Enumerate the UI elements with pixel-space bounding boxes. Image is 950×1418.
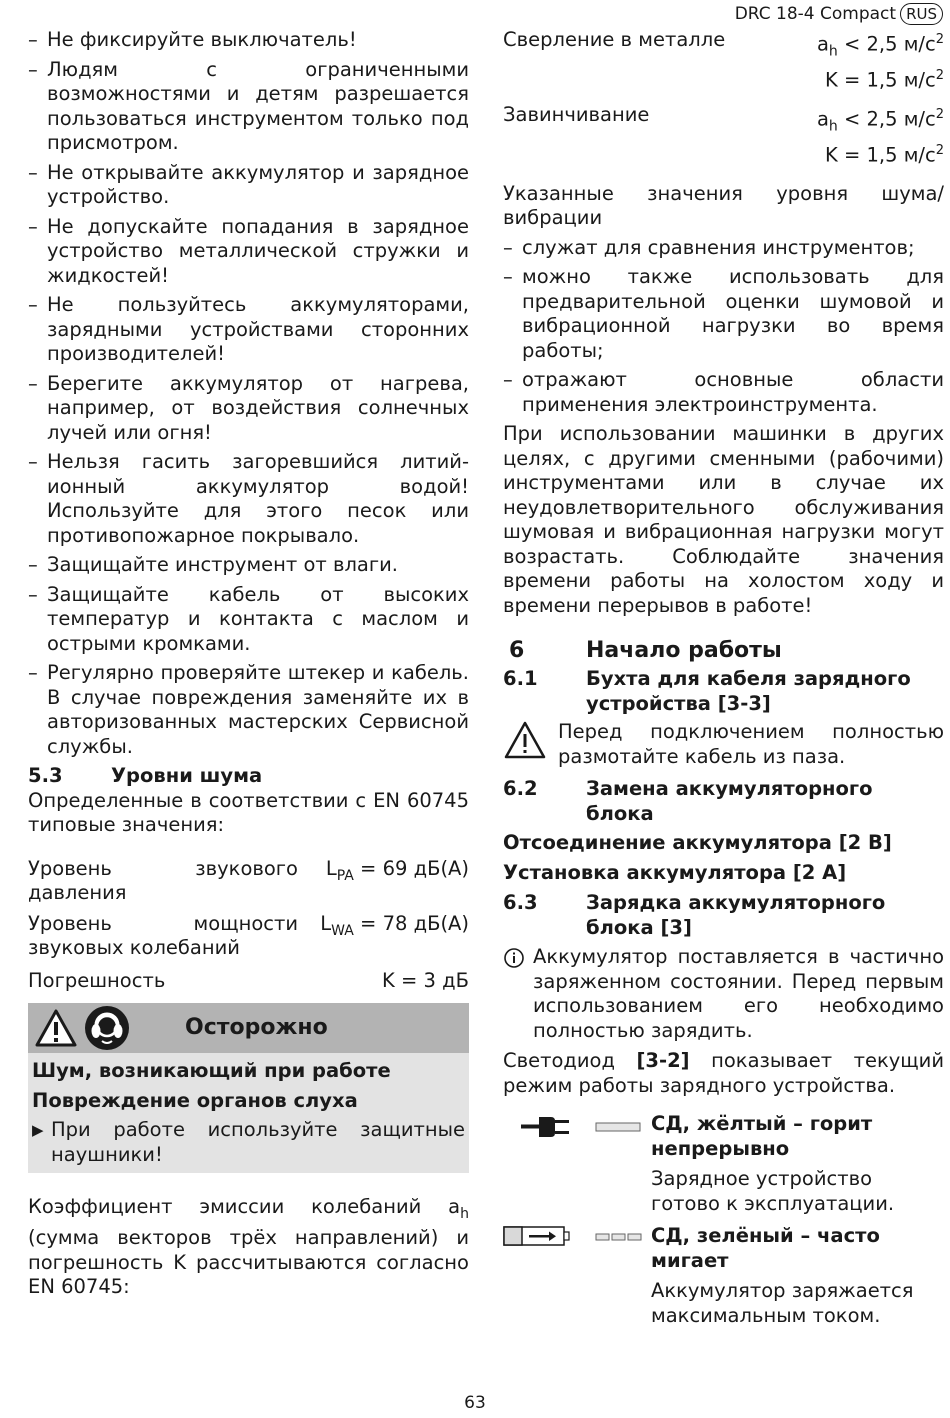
list-item: – Не пользуйтесь аккумуляторами, зарядными устройствами сторонних производителей!	[28, 293, 469, 367]
list-item: – Не допускайте попадания в зарядное устройство металлической стружки и жидкостей!	[28, 215, 469, 289]
detach-battery-heading: Отсоединение аккумулятора [2 B]	[503, 831, 892, 855]
led-description: Зарядное устройство готово к эксплуатации.	[651, 1167, 895, 1215]
tolerance-row	[28, 969, 469, 994]
led-title: СД, жёлтый – горит непрерывно	[651, 1112, 873, 1160]
list-item: – Защищайте инструмент от влаги.	[28, 553, 469, 578]
info-icon	[503, 947, 525, 969]
page-number: 63	[464, 1393, 486, 1413]
info-text: Аккумулятор поставляется в частично заряженном состоянии. Перед первым использованием его необходимо полностью зарядить.	[533, 945, 944, 1042]
list-item: – Регулярно проверяйте штекер и кабель. В случае повреждения заменяйте их в авторизованных мастерских Сервисной службы.	[28, 661, 469, 759]
list-item: – Берегите аккумулятор от нагрева, например, от воздействия солнечных лучей или огня!	[28, 372, 469, 446]
attach-battery-heading: Установка аккумулятора [2 A]	[503, 860, 847, 884]
warning-header	[28, 1003, 469, 1053]
emission-text-cont: (сумма векторов трёх направлений) и погрешность K рассчитываются согласно EN 60745:	[28, 1226, 469, 1299]
warning-consequence: Повреждение органов слуха	[32, 1088, 358, 1112]
section-heading-6-1	[503, 667, 944, 716]
led-state-yellow	[503, 1112, 944, 1216]
list-item: – Людям с ограниченными возможностями и детям разрешается пользоваться инструментом только под присмотром.	[28, 58, 469, 156]
vibration-row-drilling	[503, 28, 944, 93]
section-title: Начало работы	[586, 638, 782, 664]
noise-row-power	[28, 912, 469, 961]
noise-value: $L_{WA} = 78$ дБ(А)	[320, 911, 469, 939]
warning-action: ▶ При работе используйте защитные наушники!	[32, 1118, 465, 1167]
noise-row-pressure	[28, 857, 469, 906]
values-intro: Указанные значения уровня шума/ вибрации	[503, 181, 944, 230]
section-title: Замена аккумуляторного блока	[586, 777, 873, 825]
led-title: СД, зелёный – часто мигает	[651, 1224, 880, 1272]
section-heading-5-3	[28, 764, 469, 789]
led-steady-icon	[595, 1122, 645, 1134]
led-intro: Светодиод [3-2] показывает текущий режим работы зарядного устройства.	[503, 1049, 945, 1097]
section-heading-6	[503, 637, 944, 665]
list-item: – отражают основные области применения электроинструмента.	[503, 368, 944, 417]
led-description: Аккумулятор заряжается максимальным током.	[651, 1279, 914, 1327]
emission-paragraph: Коэффициент эмиссии колебаний $a_h$ (сумма векторов трёх направлений) и погрешность K рассчитываются согласно EN 60745:	[28, 1195, 469, 1299]
cable-warning	[503, 720, 944, 769]
emission-text: Коэффициент эмиссии колебаний a	[28, 1195, 461, 1218]
section-number: 6	[509, 638, 525, 664]
section-number: 6.3	[503, 891, 538, 915]
cable-warning-text: Перед подключением полностью размотайте кабель из паза.	[558, 720, 944, 768]
noise-intro: Определенные в соответствии с EN 60745 типовые значения:	[28, 788, 469, 836]
page-header	[735, 3, 943, 25]
noise-label: Уровень мощности звуковых колебаний	[28, 911, 298, 959]
warning-title: Осторожно	[185, 1014, 328, 1040]
section-heading-6-3	[503, 891, 944, 940]
led-blinking-icon	[595, 1232, 645, 1244]
section-title: Уровни шума	[111, 764, 263, 787]
info-note	[503, 945, 944, 1043]
warning-triangle-icon	[503, 720, 547, 760]
vibration-label: Завинчивание	[503, 102, 650, 126]
language-badge: RUS	[900, 3, 943, 25]
left-column	[28, 28, 469, 1300]
noise-label: Уровень звукового давления	[28, 856, 298, 904]
vibration-row-screwing	[503, 103, 944, 168]
warning-box	[28, 1003, 469, 1173]
section-number: 6.2	[503, 777, 538, 801]
battery-charging-icon	[503, 1224, 583, 1250]
list-item: – Не открывайте аккумулятор и зарядное устройство.	[28, 161, 469, 210]
model-name: DRC 18-4 Compact	[734, 4, 897, 24]
vibration-values: $a_h < 2,5$ $м/с^2$ K = 1,5 $м/с^2$	[816, 106, 944, 167]
tolerance-label: Погрешность	[28, 968, 166, 992]
safety-list	[28, 28, 469, 759]
warning-cause: Шум, возникающий при работе	[32, 1059, 391, 1082]
right-column	[503, 28, 944, 1328]
section-number: 6.1	[503, 667, 538, 691]
noise-value: $L_{PA} = 69$ дБ(А)	[325, 856, 469, 884]
warning-body	[28, 1053, 469, 1173]
section-title: Бухта для кабеля зарядного устройства [3-3]	[586, 667, 911, 715]
section-heading-6-2	[503, 777, 944, 826]
list-item: – служат для сравнения инструментов;	[503, 236, 944, 261]
tolerance-value: K = 3 дБ	[382, 968, 469, 992]
list-item: – Не фиксируйте выключатель!	[28, 28, 469, 53]
list-item: – Нельзя гасить загоревшийся литий-ионный аккумулятор водой! Используйте для этого песок или противопожарное покрывало.	[28, 450, 469, 548]
vibration-values: $a_h < 2,5$ $м/с^2$ K = 1,5 $м/с^2$	[816, 32, 944, 92]
ear-protection-icon	[84, 1005, 130, 1051]
warning-triangle-icon	[34, 1008, 78, 1048]
list-item: – Защищайте кабель от высоких температур и контакта с маслом и острыми кромками.	[28, 583, 469, 657]
section-title: Зарядка аккумуляторного блока [3]	[586, 891, 886, 939]
values-paragraph: При использовании машинки в других целях, с другими сменными (рабочими) инструментами или в случае их неудовлетворительного обслуживания шумовая и вибрационная нагрузки могут возрастать. Соблюдайте значения времени работы на холостом ходу и времени перерывов в работе!	[503, 422, 944, 617]
list-item: – можно также использовать для предварительной оценки шумовой и вибрационной нагрузки во время работы;	[503, 265, 944, 363]
led-state-green	[503, 1224, 944, 1328]
section-number: 5.3	[28, 764, 63, 787]
vibration-label: Сверление в металле	[503, 28, 726, 51]
